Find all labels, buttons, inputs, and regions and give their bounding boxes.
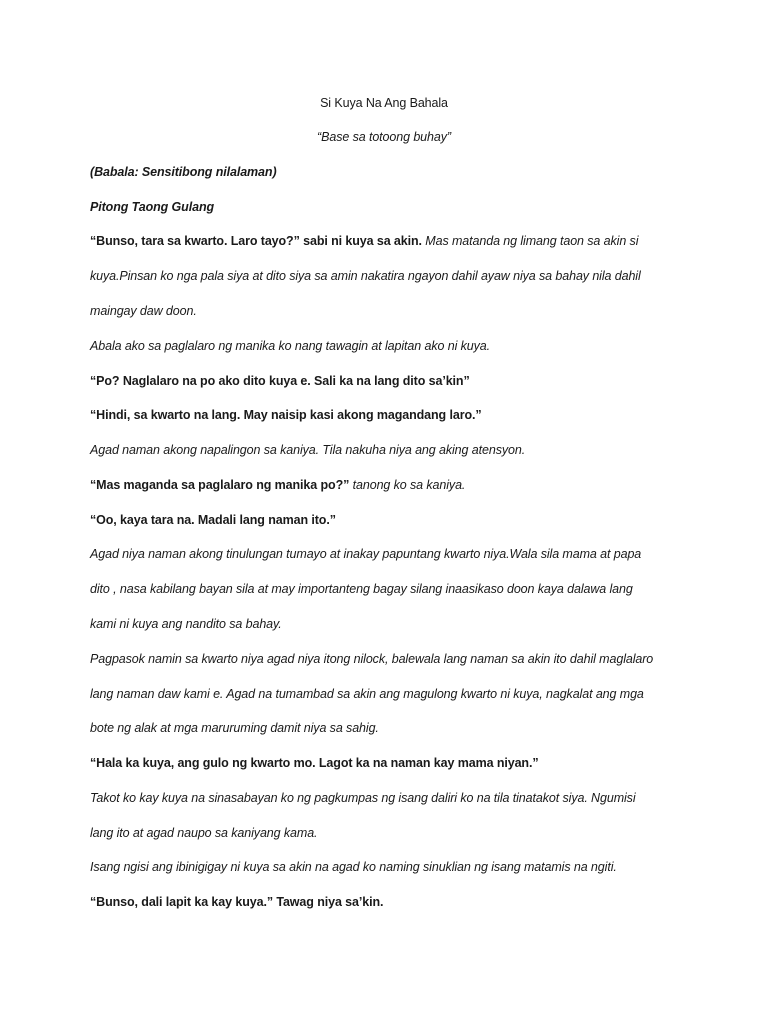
dialogue-line: “Hindi, sa kwarto na lang. May naisip kasi akong magandang laro.” (90, 408, 482, 422)
dialogue-text: “Mas maganda sa paglalaro ng manika po?” (90, 478, 350, 492)
section-heading: Pitong Taong Gulang (90, 200, 215, 214)
dialogue-line: “Bunso, dali lapit ka kay kuya.” Tawag niya sa’kin. (90, 895, 384, 909)
paragraph-line (90, 233, 690, 249)
narration-text: Mas matanda ng limang taon sa akin si (421, 234, 639, 248)
paragraph-line: kami ni kuya ang nandito sa bahay. (90, 617, 282, 631)
paragraph-line: Pagpasok namin sa kwarto niya agad niya itong nilock, balewala lang naman sa akin ito dahil maglalaro (90, 652, 654, 666)
paragraph-line: Agad niya naman akong tinulungan tumayo at inakay papuntang kwarto niya.Wala sila mama at papa (90, 547, 642, 561)
paragraph-line: lang ito at agad naupo sa kaniyang kama. (90, 826, 318, 840)
document-title: Si Kuya Na Ang Bahala (320, 96, 448, 110)
document-subtitle: “Base sa totoong buhay” (317, 130, 451, 144)
paragraph-line: maingay daw doon. (90, 304, 197, 318)
narration-text: tanong ko sa kaniya. (349, 478, 466, 492)
paragraph-line: kuya.Pinsan ko nga pala siya at dito siya sa amin nakatira ngayon dahil ayaw niya sa bahay nila dahil (90, 269, 641, 283)
paragraph-line: lang naman daw kami e. Agad na tumambad sa akin ang magulong kwarto ni kuya, nagkalat ang mga (90, 687, 644, 701)
paragraph-line (90, 477, 690, 493)
dialogue-text: “Bunso, tara sa kwarto. Laro tayo?” sabi ni kuya sa akin. (90, 234, 422, 248)
paragraph-line: Agad naman akong napalingon sa kaniya. Tila nakuha niya ang aking atensyon. (90, 443, 526, 457)
paragraph-line: bote ng alak at mga maruruming damit niya sa sahig. (90, 721, 379, 735)
dialogue-line: “Po? Naglalaro na po ako dito kuya e. Sali ka na lang dito sa’kin” (90, 374, 470, 388)
content-warning: (Babala: Sensitibong nilalaman) (90, 165, 277, 179)
paragraph-line: dito , nasa kabilang bayan sila at may importanteng bagay silang inaasikaso doon kaya dalawa lang (90, 582, 633, 596)
dialogue-line: “Hala ka kuya, ang gulo ng kwarto mo. Lagot ka na naman kay mama niyan.” (90, 756, 539, 770)
dialogue-line: “Oo, kaya tara na. Madali lang naman ito.” (90, 513, 336, 527)
paragraph-line: Takot ko kay kuya na sinasabayan ko ng pagkumpas ng isang daliri ko na tila tinatakot siya. Ngumisi (90, 791, 636, 805)
paragraph-line: Isang ngisi ang ibinigigay ni kuya sa akin na agad ko naming sinuklian ng isang matamis na ngiti. (90, 860, 617, 874)
paragraph-line: Abala ako sa paglalaro ng manika ko nang tawagin at lapitan ako ni kuya. (90, 339, 491, 353)
